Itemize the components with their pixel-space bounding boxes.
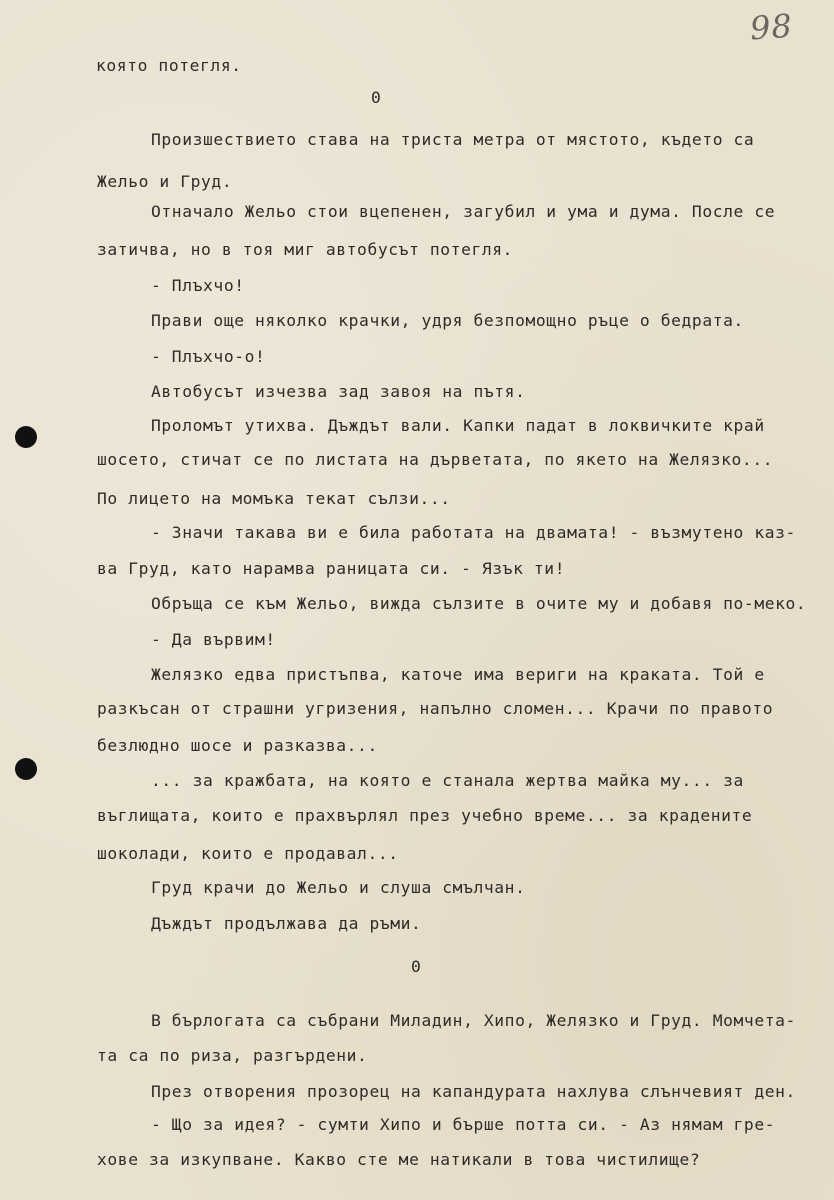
text-line: ... за кражбата, на която е станала жертва майка му... за (151, 771, 744, 790)
punch-hole-lower (15, 758, 37, 780)
text-line: Проломът утихва. Дъждът вали. Капки падат в локвичките край (151, 416, 765, 435)
text-line: Произшествието става на триста метра от мястото, където са (151, 130, 755, 149)
section-separator: 0 (411, 957, 421, 976)
punch-hole-upper (15, 426, 37, 448)
text-line: - Що за идея? - сумти Хипо и бърше потта си. - Аз нямам гре- (151, 1115, 776, 1134)
text-line: ва Груд, като нарамва раницата си. - Язък ти! (97, 559, 566, 578)
page-number: 98 (748, 6, 794, 48)
text-line: безлюдно шосе и разказва... (97, 736, 378, 755)
text-line: затичва, но в тоя миг автобусът потегля. (97, 240, 514, 259)
text-line: Груд крачи до Жельо и слуша смълчан. (151, 878, 526, 897)
text-line: - Плъхчо! (151, 276, 245, 295)
section-separator: 0 (371, 88, 381, 107)
text-line: По лицето на момъка текат сълзи... (97, 489, 451, 508)
text-line: хове за изкупване. Какво сте ме натикали в това чистилище? (97, 1150, 701, 1169)
text-line: Желязко едва пристъпва, каточе има вериги на краката. Той е (151, 665, 765, 684)
text-line: Обръща се към Жельо, вижда сълзите в очите му и добавя по-меко. (151, 594, 807, 613)
text-line: Автобусът изчезва зад завоя на пътя. (151, 382, 526, 401)
text-line: Дъждът продължава да ръми. (151, 914, 422, 933)
text-line: разкъсан от страшни угризения, напълно сломен... Крачи по правото (97, 699, 774, 718)
text-line: шосето, стичат се по листата на дърветата, по якето на Желязко... (97, 450, 774, 469)
text-line: - Значи такава ви е била работата на двамата! - възмутено каз- (151, 523, 796, 542)
text-line: - Да вървим! (151, 630, 276, 649)
text-line: Отначало Жельо стои вцепенен, загубил и ума и дума. После се (151, 202, 776, 221)
text-line: шоколади, които е продавал... (97, 844, 399, 863)
text-line: - Плъхчо-о! (151, 347, 266, 366)
text-line: Жельо и Груд. (97, 172, 233, 191)
text-line: въглищата, които е прахвърлял през учебно време... за крадените (97, 806, 753, 825)
text-line: През отворения прозорец на капандурата нахлува слънчевият ден. (151, 1082, 796, 1101)
text-line: та са по риза, разгърдени. (97, 1046, 368, 1065)
text-line: Прави още няколко крачки, удря безпомощно ръце о бедрата. (151, 311, 744, 330)
text-line: В бърлогата са събрани Миладин, Хипо, Желязко и Груд. Момчета- (151, 1011, 796, 1030)
text-line: която потегля. (96, 56, 242, 75)
